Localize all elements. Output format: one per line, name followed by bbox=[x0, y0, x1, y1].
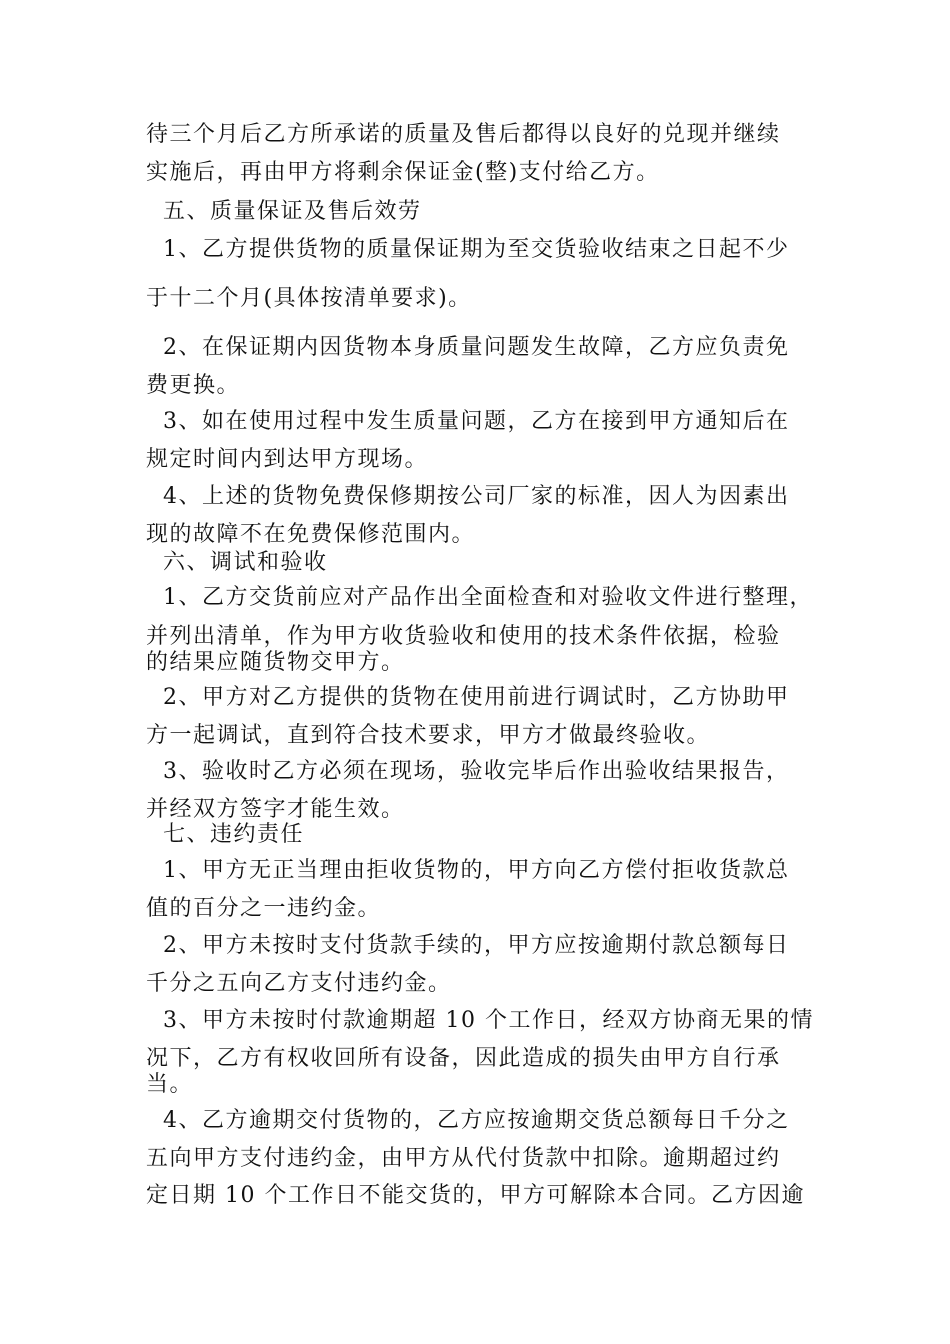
text-line: 费更换。 bbox=[146, 373, 241, 398]
text-line: 1、乙方交货前应对产品作出全面检查和对验收文件进行整理， bbox=[146, 585, 813, 610]
section-heading: 六、调试和验收 bbox=[146, 550, 328, 575]
text-line: 方一起调试，直到符合技术要求，甲方才做最终验收。 bbox=[146, 723, 711, 748]
text-line: 待三个月后乙方所承诺的质量及售后都得以良好的兑现并继续 bbox=[146, 122, 781, 147]
text-line: 4、乙方逾期交付货物的，乙方应按逾期交货总额每日千分之 bbox=[146, 1108, 790, 1133]
text-line: 2、在保证期内因货物本身质量问题发生故障，乙方应负责免 bbox=[146, 335, 790, 360]
text-line: 2、甲方对乙方提供的货物在使用前进行调试时，乙方协助甲 bbox=[146, 685, 790, 710]
text-line: 2、甲方未按时支付货款手续的，甲方应按逾期付款总额每日 bbox=[146, 933, 790, 958]
text-line: 的结果应随货物交甲方。 bbox=[146, 650, 405, 675]
text-line: 实施后，再由甲方将剩余保证金(整)支付给乙方。 bbox=[146, 160, 660, 185]
text-line: 现的故障不在免费保修范围内。 bbox=[146, 522, 476, 547]
text-line: 当。 bbox=[146, 1072, 194, 1097]
text-line: 3、甲方未按时付款逾期超 10 个工作日，经双方协商无果的情 bbox=[146, 1008, 814, 1033]
text-line: 五向甲方支付违约金，由甲方从代付货款中扣除。逾期超过约 bbox=[146, 1146, 781, 1171]
text-line: 并列出清单，作为甲方收货验收和使用的技术条件依据，检验 bbox=[146, 624, 781, 649]
text-line: 千分之五向乙方支付违约金。 bbox=[146, 971, 452, 996]
text-line: 值的百分之一违约金。 bbox=[146, 896, 382, 921]
text-line: 规定时间内到达甲方现场。 bbox=[146, 447, 429, 472]
text-line: 1、乙方提供货物的质量保证期为至交货验收结束之日起不少 bbox=[146, 237, 790, 262]
text-line: 定日期 10 个工作日不能交货的，甲方可解除本合同。乙方因逾 bbox=[146, 1183, 805, 1208]
text-line: 于十二个月(具体按清单要求)。 bbox=[146, 286, 472, 311]
text-line: 况下，乙方有权收回所有设备，因此造成的损失由甲方自行承 bbox=[146, 1046, 781, 1071]
section-heading: 五、质量保证及售后效劳 bbox=[146, 199, 422, 224]
text-line: 并经双方签字才能生效。 bbox=[146, 797, 405, 822]
text-line: 3、验收时乙方必须在现场，验收完毕后作出验收结果报告， bbox=[146, 759, 790, 784]
text-line: 1、甲方无正当理由拒收货物的，甲方向乙方偿付拒收货款总 bbox=[146, 858, 790, 883]
section-heading: 七、违约责任 bbox=[146, 822, 304, 847]
text-line: 4、上述的货物免费保修期按公司厂家的标准，因人为因素出 bbox=[146, 484, 790, 509]
text-line: 3、如在使用过程中发生质量问题，乙方在接到甲方通知后在 bbox=[146, 409, 790, 434]
